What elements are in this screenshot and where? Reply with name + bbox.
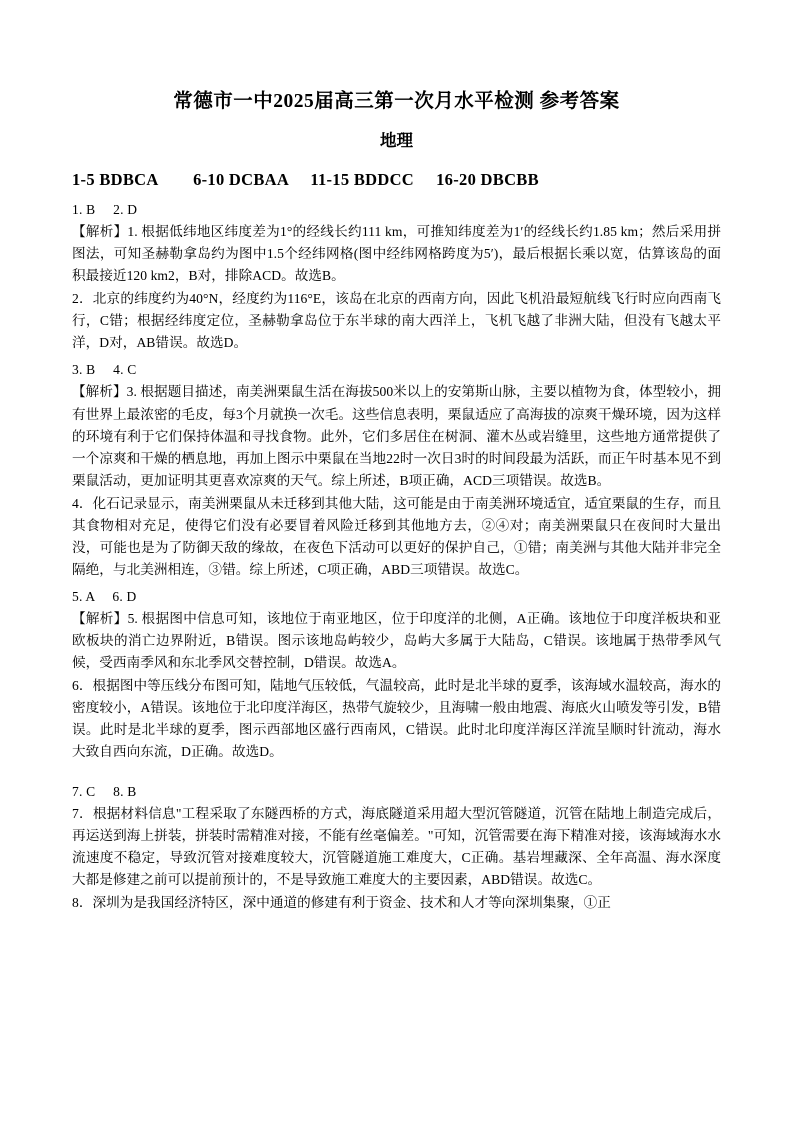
explanation-paragraph: 7．根据材料信息"工程采取了东隧西桥的方式，海底隧道采用超大型沉管隧道，沉管在陆地上制造完成后，再运送到海上拼装，拼装时需精准对接，不能有丝毫偏差。"可知，沉管需要在海下精准对接，该海域海水水流速度不稳定，导致沉管对接难度较大，沉管隧道施工难度大，C正确。基岩埋藏深、全年高温、海水深度大都是修建之前可以提前预计的，不是导致施工难度大的主要因素，ABD错误。故选C。: [72, 805, 721, 887]
question-heading: 7. C 8. B: [72, 783, 137, 799]
answer-key-line: 1-5 BDBCA 6-10 DCBAA 11-15 BDDCC 16-20 DBCBB: [72, 170, 539, 190]
question-heading: 1. B 2. D: [72, 202, 138, 218]
solution-section: [72, 784, 721, 914]
explanation-paragraph: 2．北京的纬度约为40°N，经度约为116°E，该岛在北京的西南方向，因此飞机沿最短航线飞行时应向西南飞行，C错；根据经纬度定位，圣赫勒拿岛位于东半球的南大西洋上，飞机飞越了非洲大陆，但没有飞越太平洋，D对，AB错误。故选D。: [72, 291, 721, 351]
solution-section: [72, 202, 721, 354]
question-heading: 3. B 4. C: [72, 362, 137, 378]
explanation-paragraph: 【解析】3. 根据题目描述，南美洲栗鼠生活在海拔500米以上的安第斯山脉，主要以植物为食，体型较小，拥有世界上最浓密的毛皮，每3个月就换一次毛。这些信息表明，栗鼠适应了高海拔的凉爽干燥环境，因为这样的环境有利于它们保持体温和寻找食物。此外，它们多居住在树洞、灌木丛或岩缝里，这些地方通常提供了一个凉爽和干燥的栖息地，再加上图示中栗鼠在当地22时一次日3时的时间段最为活跃，而正午时基本见不到栗鼠活动，更加证明其更喜欢凉爽的天气。综上所述，B项正确，ACD三项错误。故选B。: [72, 384, 721, 488]
page-title: 常德市一中2025届高三第一次月水平检测 参考答案: [173, 91, 620, 112]
section-spacer: [72, 764, 721, 776]
solution-section: [72, 362, 721, 580]
explanation-paragraph: 【解析】5. 根据图中信息可知，该地位于南亚地区，位于印度洋的北侧，A正确。该地位于印度洋板块和亚欧板块的消亡边界附近，B错误。图示该地岛屿较少，岛屿大多属于大陆岛，C错误。该地属于热带季风气候，受西南季风和东北季风交替控制，D错误。故选A。: [72, 610, 721, 670]
explanation-paragraph: 6．根据图中等压线分布图可知，陆地气压较低，气温较高，此时是北半球的夏季，该海域水温较高，海水的密度较小，A错误。该地位于北印度洋海区，热带气旋较少，且海啸一般由地震、海底火山喷发等引发，B错误。此时是北半球的夏季，图示西部地区盛行西南风，C错误。此时北印度洋海区洋流呈顺时针流动，海水大致自西向东流，D正确。故选D。: [72, 677, 721, 759]
subject-heading: 地理: [380, 131, 413, 151]
explanation-paragraph: 【解析】1. 根据低纬地区纬度差为1°的经线长约111 km，可推知纬度差为1′的经线长约1.85 km；然后采用拼图法，可知圣赫勒拿岛约为图中1.5个经纬网格(图中经纬网格跨度为5′)，最后根据长乘以宽，估算该岛的面积最接近120 km2，B对，排除ACD。故选B。: [72, 224, 721, 284]
question-heading: 5. A 6. D: [72, 588, 137, 604]
explanation-paragraph: 4．化石记录显示，南美洲栗鼠从未迁移到其他大陆，这可能是由于南美洲环境适宜，适宜栗鼠的生存，而且其食物相对充足，使得它们没有必要冒着风险迁移到其他地方去，②④对；南美洲栗鼠只在夜间时大量出没，可能也是为了防御天敌的缘故，在夜色下活动可以更好的保护自己，①错；南美洲与其他大陆并非完全隔绝，与北美洲相连，③错。综上所述，C项正确，ABD三项错误。故选C。: [72, 495, 721, 577]
solution-section: [72, 589, 721, 763]
explanation-paragraph: 8．深圳为是我国经济特区，深中通道的修建有利于资金、技术和人才等向深圳集聚，①正: [72, 894, 611, 910]
